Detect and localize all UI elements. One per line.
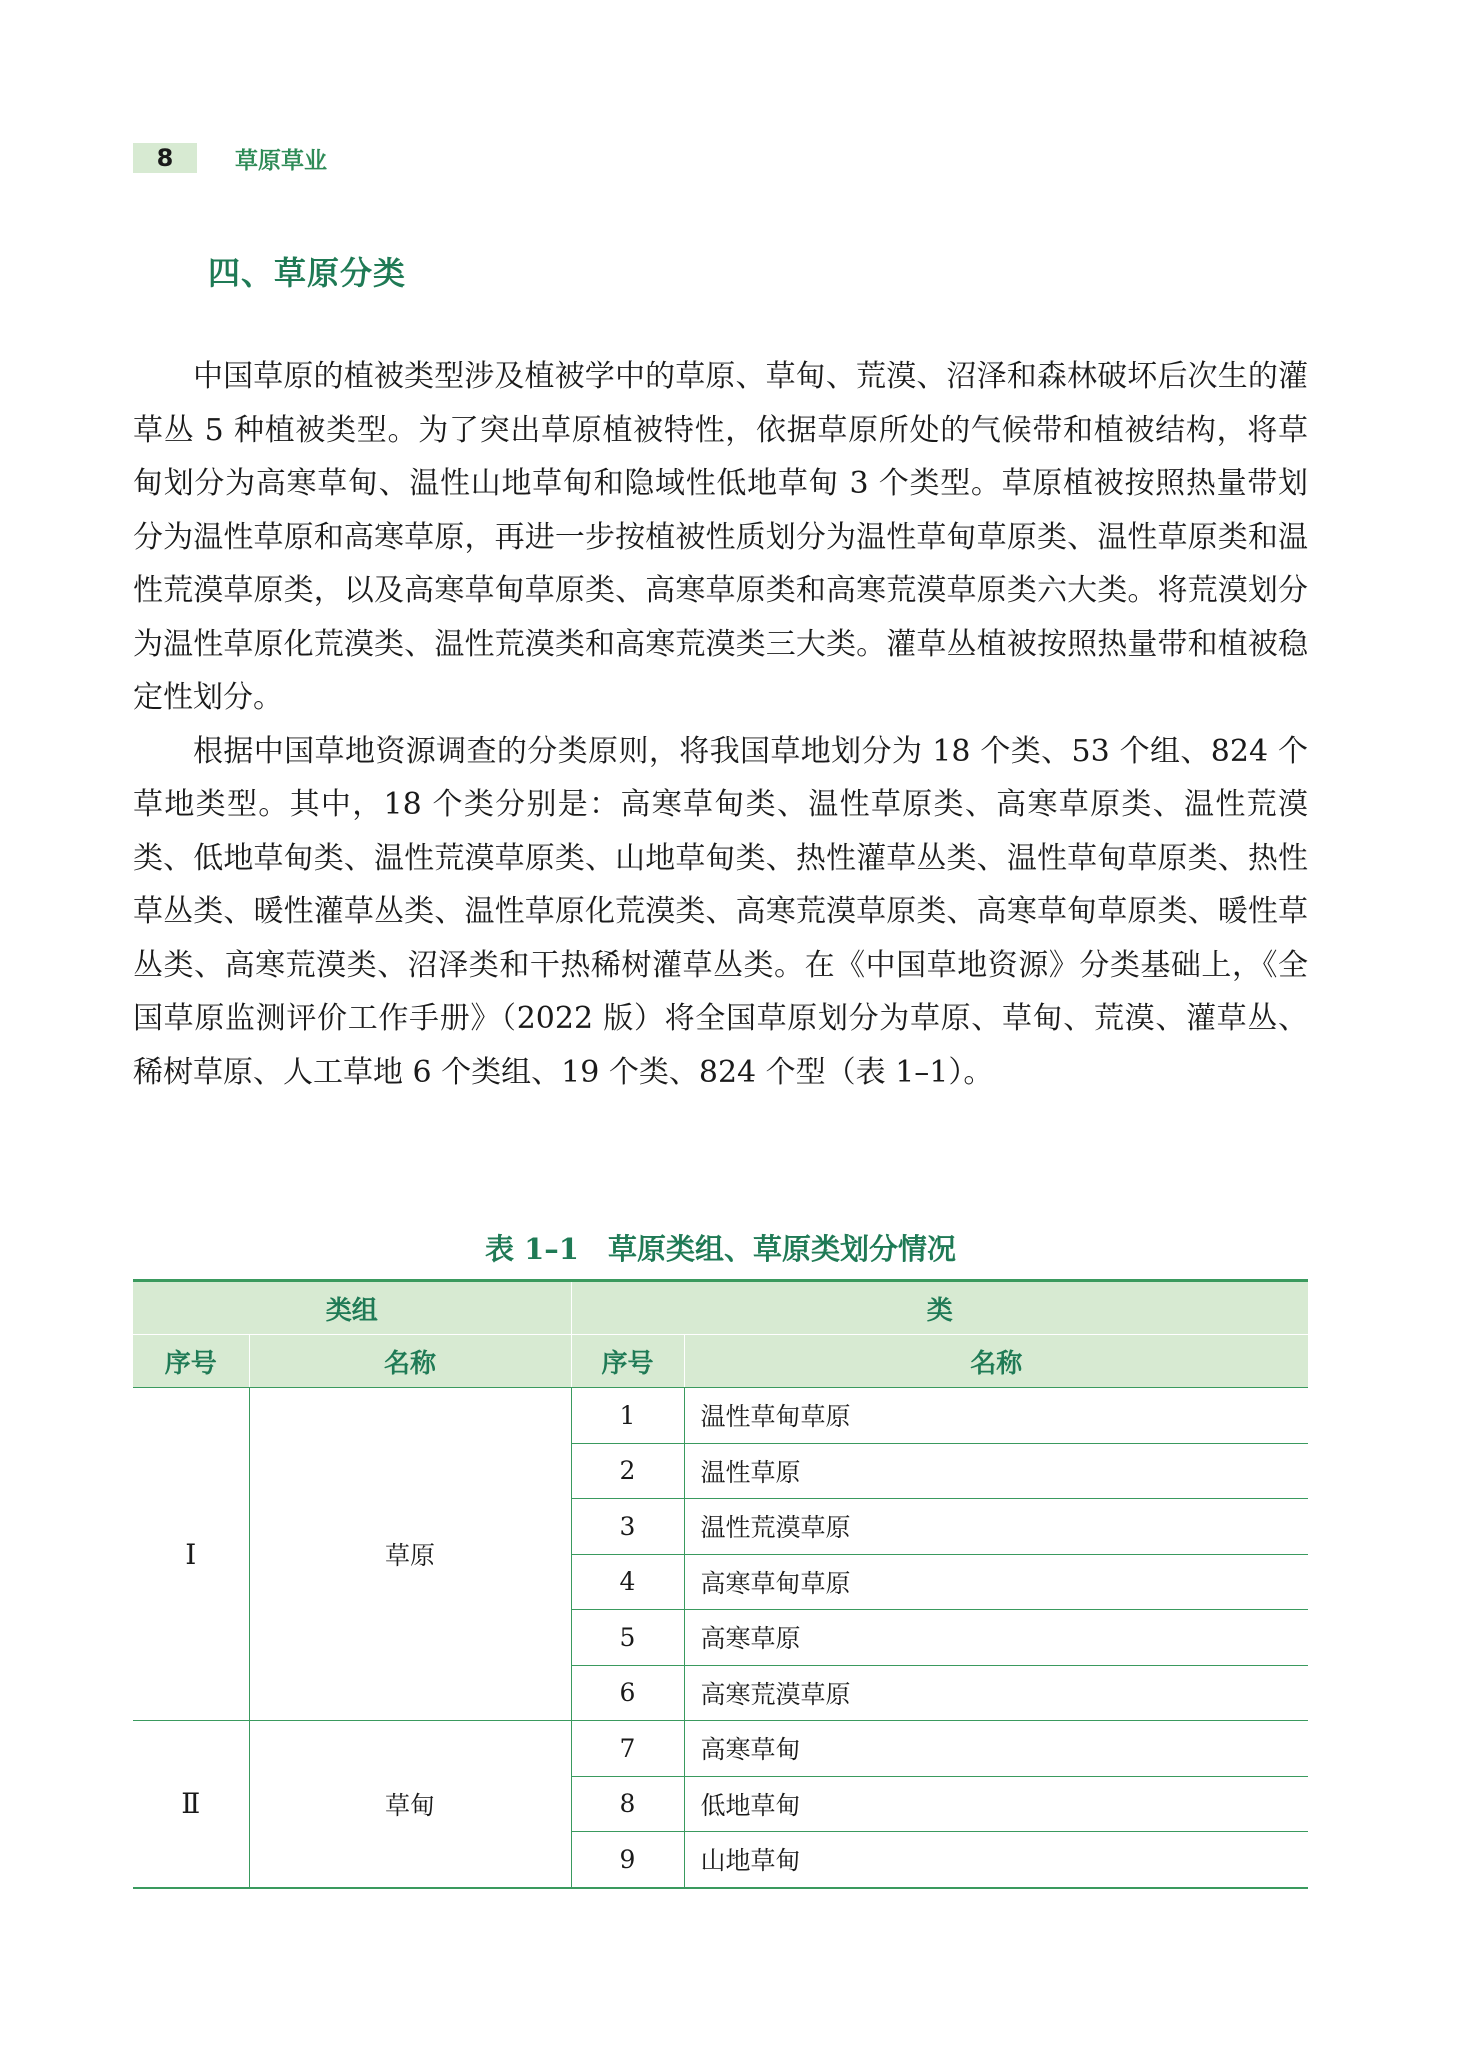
class-name: 高寒草甸草原 [684, 1554, 1308, 1610]
header-class-no: 序号 [571, 1335, 684, 1388]
table-row [133, 1721, 1308, 1777]
paragraph: 根据中国草地资源调查的分类原则，将我国草地划分为 18 个类、53 个组、824 个草地类型。其中，18 个类分别是：高寒草甸类、温性草原类、高寒草原类、温性荒漠类、低地草甸类、温性荒漠草原类、山地草甸类、热性灌草丛类、温性草甸草原类、热性草丛类、暖性灌草丛类、温性草原化荒漠类、高寒荒漠草原类、高寒草甸草原类、暖性草丛类、高寒荒漠类、沼泽类和干热稀树灌草丛类。在《中国草地资源》分类基础上，《全国草原监测评价工作手册》（2022 版）将全国草原划分为草原、草甸、荒漠、灌草丛、稀树草原、人工草地 6 个类组、19 个类、824 个型（表 1–1）。 [133, 733, 1308, 1090]
class-number: 9 [571, 1832, 684, 1888]
class-number: 4 [571, 1554, 684, 1610]
class-number: 2 [571, 1443, 684, 1499]
class-name: 高寒草原 [684, 1610, 1308, 1666]
class-number: 1 [571, 1388, 684, 1444]
header-class: 类 [571, 1281, 1308, 1335]
class-number: 6 [571, 1665, 684, 1721]
body-text [133, 350, 1308, 1099]
class-number: 7 [571, 1721, 684, 1777]
class-number: 8 [571, 1776, 684, 1832]
running-header [133, 143, 327, 173]
table-caption: 表 1–1 草原类组、草原类划分情况 [485, 1232, 956, 1266]
class-name: 温性草甸草原 [684, 1388, 1308, 1444]
class-name: 温性草原 [684, 1443, 1308, 1499]
class-name: 山地草甸 [684, 1832, 1308, 1888]
header-class-name: 名称 [684, 1335, 1308, 1388]
class-name: 高寒草甸 [684, 1721, 1308, 1777]
paragraph: 中国草原的植被类型涉及植被学中的草原、草甸、荒漠、沼泽和森林破坏后次生的灌草丛 5 种植被类型。为了突出草原植被特性，依据草原所处的气候带和植被结构，将草甸划分为高寒草甸、温性山地草甸和隐域性低地草甸 3 个类型。草原植被按照热量带划分为温性草原和高寒草原，再进一步按植被性质划分为温性草甸草原类、温性草原类和温性荒漠草原类，以及高寒草甸草原类、高寒草原类和高寒荒漠草原类六大类。将荒漠划分为温性草原化荒漠类、温性荒漠类和高寒荒漠类三大类。灌草丛植被按照热量带和植被稳定性划分。 [133, 359, 1308, 715]
class-name: 温性荒漠草原 [684, 1499, 1308, 1555]
class-name: 高寒荒漠草原 [684, 1665, 1308, 1721]
class-name: 低地草甸 [684, 1776, 1308, 1832]
classification-table [133, 1279, 1308, 1889]
group-name: 草原 [249, 1388, 571, 1721]
section-heading: 四、草原分类 [208, 254, 407, 292]
page-number: 8 [133, 143, 197, 173]
class-number: 5 [571, 1610, 684, 1666]
table-row [133, 1388, 1308, 1444]
group-number: Ⅰ [133, 1388, 249, 1721]
group-name: 草甸 [249, 1721, 571, 1888]
class-number: 3 [571, 1499, 684, 1555]
running-title: 草原草业 [235, 147, 327, 174]
header-group: 类组 [133, 1281, 571, 1335]
group-number: Ⅱ [133, 1721, 249, 1888]
header-group-name: 名称 [249, 1335, 571, 1388]
header-group-no: 序号 [133, 1335, 249, 1388]
